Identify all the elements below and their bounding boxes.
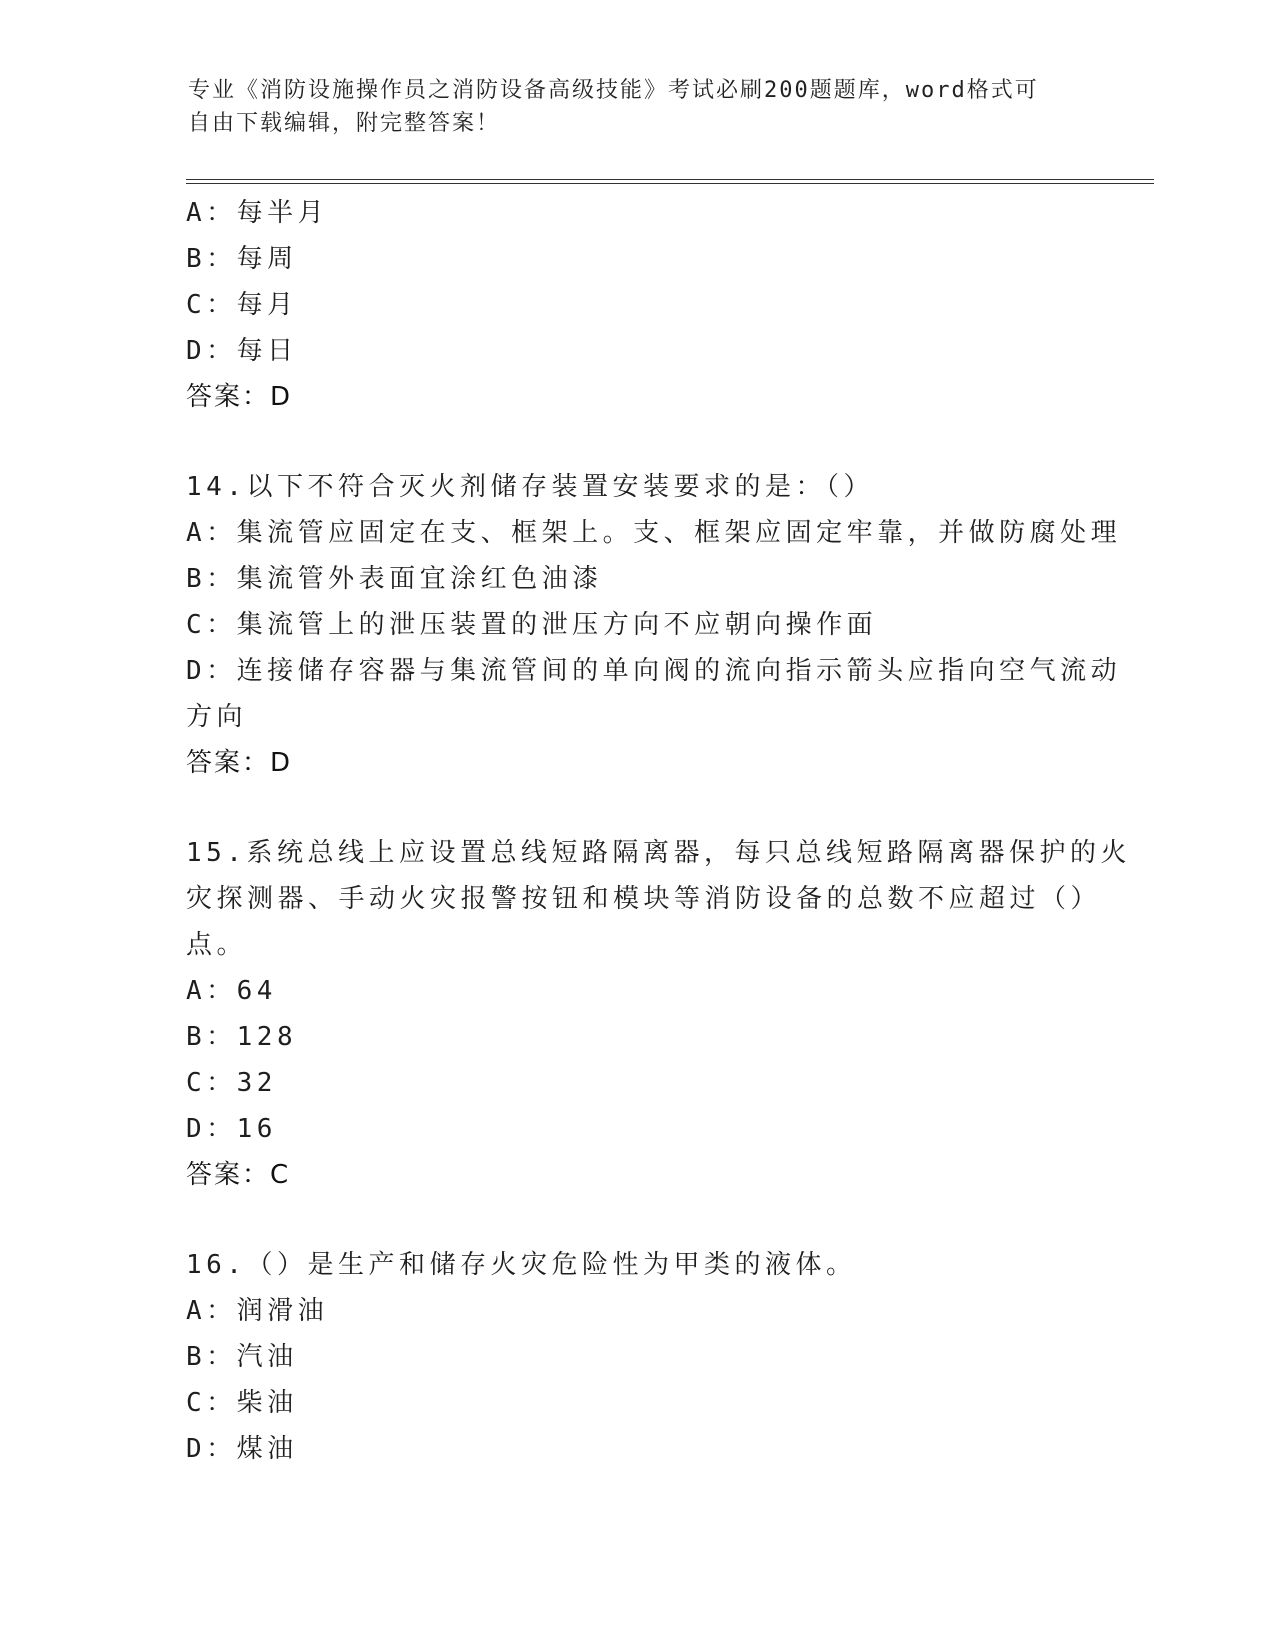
q16-option-a: A：润滑油	[186, 1296, 329, 1326]
header-title-line-2: 自由下载编辑，附完整答案！	[188, 111, 501, 136]
q15-option-d: D：16	[186, 1114, 277, 1144]
question-13-block	[186, 190, 1086, 420]
q14-option-d-line-1: D：连接储存容器与集流管间的单向阀的流向指示箭头应指向空气流动	[186, 656, 1122, 686]
q16-option-d: D：煤油	[186, 1434, 298, 1464]
q15-question-line-3: 点。	[186, 930, 248, 960]
q15-answer: 答案：C	[186, 1160, 291, 1190]
question-14-block	[186, 464, 1122, 786]
q16-option-b: B：汽油	[186, 1342, 298, 1372]
q13-option-b: B：每周	[186, 244, 298, 274]
q13-option-d: D：每日	[186, 336, 298, 366]
spacer	[186, 1198, 1086, 1242]
q15-question-line-1: 15.系统总线上应设置总线短路隔离器，每只总线短路隔离器保护的火	[186, 838, 1131, 868]
q15-option-c: C：32	[186, 1068, 277, 1098]
question-list	[186, 190, 1131, 1472]
document-header	[188, 74, 1068, 140]
q15-question-line-2: 灾探测器、手动火灾报警按钮和模块等消防设备的总数不应超过（）	[186, 884, 1102, 914]
header-title-line-1: 专业《消防设施操作员之消防设备高级技能》考试必刷200题题库，word格式可	[188, 78, 1039, 103]
q16-option-c: C：柴油	[186, 1388, 298, 1418]
q13-option-a: A：每半月	[186, 198, 329, 228]
q16-question: 16.（）是生产和储存火灾危险性为甲类的液体。	[186, 1250, 857, 1280]
q14-option-d-line-2: 方向	[186, 702, 248, 732]
header-divider-bottom	[186, 183, 1154, 184]
question-15-block	[186, 830, 1131, 1198]
q14-question: 14.以下不符合灭火剂储存装置安装要求的是：（）	[186, 472, 874, 502]
q14-option-a: A：集流管应固定在支、框架上。支、框架应固定牢靠，并做防腐处理	[186, 518, 1122, 548]
question-16-block	[186, 1242, 1086, 1472]
header-divider-top	[186, 179, 1154, 180]
q13-answer: 答案：D	[186, 382, 293, 412]
q15-option-b: B：128	[186, 1022, 298, 1052]
q13-option-c: C：每月	[186, 290, 298, 320]
q14-option-b: B：集流管外表面宜涂红色油漆	[186, 564, 603, 594]
q15-option-a: A：64	[186, 976, 277, 1006]
spacer	[186, 786, 1086, 830]
q14-answer: 答案：D	[186, 748, 293, 778]
spacer	[186, 420, 1086, 464]
q14-option-c: C：集流管上的泄压装置的泄压方向不应朝向操作面	[186, 610, 878, 640]
